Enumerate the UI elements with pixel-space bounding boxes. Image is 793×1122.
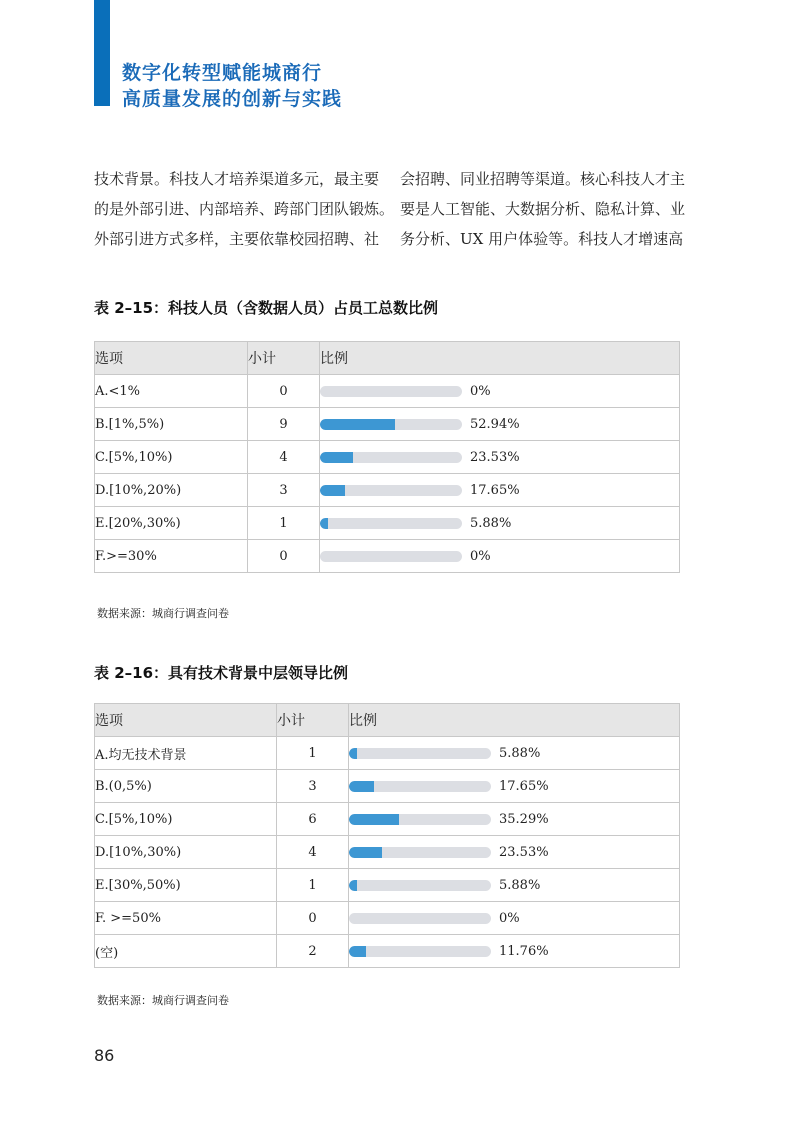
body-line: 要是人工智能、大数据分析、隐私计算、业 <box>400 200 686 218</box>
table-row <box>95 803 680 836</box>
cell-option: B.[1%,5%) <box>95 408 248 441</box>
ratio-bar-track <box>349 748 491 759</box>
body-line: 技术背景。科技人才培养渠道多元，最主要 <box>94 170 380 188</box>
table-row <box>95 836 680 869</box>
ratio-bar-track <box>349 880 491 891</box>
ratio-bar-fill <box>320 452 353 463</box>
cell-count: 1 <box>277 737 349 770</box>
ratio-bar-track <box>320 551 462 562</box>
ratio-bar-fill <box>320 419 395 430</box>
ratio-bar-group <box>349 845 679 860</box>
ratio-bar-group <box>320 483 679 498</box>
table-row <box>95 507 680 540</box>
ratio-bar-group <box>320 417 679 432</box>
cell-ratio <box>320 375 680 408</box>
ratio-bar-fill <box>349 814 399 825</box>
header-title-line-2: 高质量发展的创新与实践 <box>122 88 343 110</box>
cell-ratio <box>320 474 680 507</box>
cell-count: 1 <box>248 507 320 540</box>
table-row <box>95 408 680 441</box>
ratio-bar-group <box>349 779 679 794</box>
header-count: 小计 <box>277 704 349 737</box>
ratio-bar-fill <box>349 781 374 792</box>
cell-count: 3 <box>277 770 349 803</box>
cell-option: F.>=30% <box>95 540 248 573</box>
cell-count: 2 <box>277 935 349 968</box>
ratio-percent-label: 0% <box>499 910 520 926</box>
cell-ratio <box>349 770 680 803</box>
cell-ratio <box>349 869 680 902</box>
ratio-percent-label: 52.94% <box>470 416 520 432</box>
header-count: 小计 <box>248 342 320 375</box>
body-line: 务分析、UX 用户体验等。科技人才增速高 <box>400 230 684 248</box>
table2-source: 数据来源：城商行调查问卷 <box>97 994 229 1007</box>
cell-count: 4 <box>248 441 320 474</box>
header-title <box>122 60 342 112</box>
table1 <box>94 341 680 573</box>
cell-option: A.<1% <box>95 375 248 408</box>
ratio-bar-track <box>349 847 491 858</box>
cell-ratio <box>349 836 680 869</box>
ratio-bar-fill <box>349 748 357 759</box>
cell-option: A.均无技术背景 <box>95 737 277 770</box>
table-header-row <box>95 704 680 737</box>
ratio-bar-track <box>320 386 462 397</box>
body-text-left-column <box>94 164 395 254</box>
cell-option: E.[30%,50%) <box>95 869 277 902</box>
cell-ratio <box>349 737 680 770</box>
table-row <box>95 737 680 770</box>
table-row <box>95 935 680 968</box>
cell-ratio <box>349 935 680 968</box>
table-row <box>95 902 680 935</box>
table-row <box>95 770 680 803</box>
ratio-bar-group <box>320 516 679 531</box>
cell-option: F. >=50% <box>95 902 277 935</box>
cell-count: 1 <box>277 869 349 902</box>
cell-option: D.[10%,30%) <box>95 836 277 869</box>
cell-count: 0 <box>277 902 349 935</box>
cell-ratio <box>349 803 680 836</box>
cell-ratio <box>349 902 680 935</box>
cell-count: 0 <box>248 540 320 573</box>
cell-option: C.[5%,10%) <box>95 441 248 474</box>
table-row <box>95 540 680 573</box>
ratio-bar-fill <box>320 485 345 496</box>
ratio-bar-track <box>349 814 491 825</box>
ratio-percent-label: 0% <box>470 383 491 399</box>
ratio-bar-fill <box>349 946 366 957</box>
ratio-bar-track <box>320 518 462 529</box>
cell-ratio <box>320 540 680 573</box>
header-option: 选项 <box>95 342 248 375</box>
header-ratio: 比例 <box>320 342 680 375</box>
ratio-percent-label: 17.65% <box>470 482 520 498</box>
header-title-line-1: 数字化转型赋能城商行 <box>122 62 323 84</box>
ratio-percent-label: 0% <box>470 548 491 564</box>
body-line: 的是外部引进、内部培养、跨部门团队锻炼。 <box>94 200 395 218</box>
cell-option: D.[10%,20%) <box>95 474 248 507</box>
ratio-bar-track <box>349 781 491 792</box>
ratio-bar-group <box>349 944 679 959</box>
ratio-bar-group <box>349 878 679 893</box>
cell-ratio <box>320 507 680 540</box>
ratio-bar-group <box>349 911 679 926</box>
header-accent-bar <box>94 0 110 106</box>
table-row <box>95 474 680 507</box>
ratio-bar-track <box>320 485 462 496</box>
table1-source: 数据来源：城商行调查问卷 <box>97 607 229 620</box>
header-option: 选项 <box>95 704 277 737</box>
ratio-bar-track <box>320 419 462 430</box>
header-ratio: 比例 <box>349 704 680 737</box>
body-text-right-column <box>400 164 686 254</box>
ratio-bar-group <box>320 549 679 564</box>
ratio-bar-fill <box>320 518 328 529</box>
cell-count: 4 <box>277 836 349 869</box>
cell-option: E.[20%,30%) <box>95 507 248 540</box>
cell-option: (空) <box>95 935 277 968</box>
ratio-bar-track <box>349 946 491 957</box>
cell-count: 0 <box>248 375 320 408</box>
table-row <box>95 441 680 474</box>
ratio-bar-group <box>349 812 679 827</box>
ratio-percent-label: 5.88% <box>470 515 512 531</box>
table2 <box>94 703 680 968</box>
body-text <box>94 164 686 254</box>
ratio-bar-fill <box>349 847 382 858</box>
ratio-bar-group <box>349 746 679 761</box>
body-line: 会招聘、同业招聘等渠道。核心科技人才主 <box>400 170 686 188</box>
ratio-percent-label: 5.88% <box>499 877 541 893</box>
ratio-percent-label: 23.53% <box>499 844 549 860</box>
ratio-percent-label: 35.29% <box>499 811 549 827</box>
cell-count: 9 <box>248 408 320 441</box>
table1-caption: 表 2–15：科技人员（含数据人员）占员工总数比例 <box>94 299 439 317</box>
cell-count: 6 <box>277 803 349 836</box>
table2-caption: 表 2–16：具有技术背景中层领导比例 <box>94 664 349 682</box>
table-header-row <box>95 342 680 375</box>
ratio-percent-label: 23.53% <box>470 449 520 465</box>
cell-ratio <box>320 408 680 441</box>
ratio-percent-label: 11.76% <box>499 943 549 959</box>
cell-option: C.[5%,10%) <box>95 803 277 836</box>
page-number: 86 <box>94 1046 115 1065</box>
ratio-bar-track <box>349 913 491 924</box>
cell-option: B.(0,5%) <box>95 770 277 803</box>
ratio-percent-label: 5.88% <box>499 745 541 761</box>
table-row <box>95 375 680 408</box>
cell-ratio <box>320 441 680 474</box>
ratio-bar-fill <box>349 880 357 891</box>
ratio-bar-group <box>320 450 679 465</box>
body-line: 外部引进方式多样，主要依靠校园招聘、社 <box>94 230 380 248</box>
cell-count: 3 <box>248 474 320 507</box>
ratio-percent-label: 17.65% <box>499 778 549 794</box>
ratio-bar-group <box>320 384 679 399</box>
ratio-bar-track <box>320 452 462 463</box>
table-row <box>95 869 680 902</box>
